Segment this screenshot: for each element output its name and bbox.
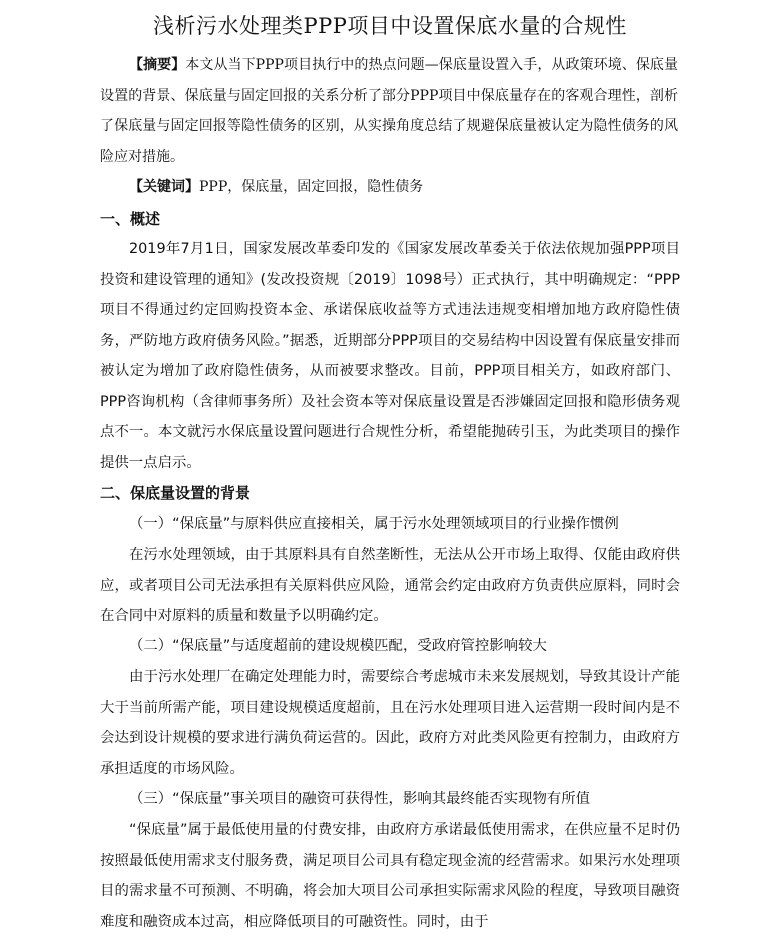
subsection-paragraph: “保底量”属于最低使用量的付费安排，由政府方承诺最低使用需求，在供应量不足时仍按照最低使用需求支付服务费，满足项目公司具有稳定现金流的经营需求。如果污水处理项目的需求量不可预测、不明确，将会加大项目公司承担实际需求风险的程度，导致项目融资难度和融资成本过高，相应降低项目的可融资性。同时，由于: [100, 822, 680, 930]
subsection-paragraph: 由于污水处理厂在确定处理能力时，需要综合考虑城市未来发展规划，导致其设计产能大于当前所需产能，项目建设规模适度超前，且在污水处理项目进入运营期一段时间内是不会达到设计规模的要求进行满负荷运营的。因此，政府方对此类风险更有控制力，由政府方承担适度的市场风险。: [100, 669, 680, 777]
abstract-label: 【摘要】: [129, 57, 186, 73]
section-heading: 一、概述: [100, 210, 161, 228]
keywords-label: 【关键词】: [129, 179, 199, 195]
subsection-heading: （三）“保底量”事关项目的融资可获得性，影响其最终能否实现物有所值: [129, 791, 591, 807]
keywords-text: PPP，保底量，固定回报，隐性债务: [199, 179, 424, 195]
keywords-line: [100, 172, 678, 202]
document-title: 浅析污水处理类PPP项目中设置保底水量的合规性: [153, 14, 627, 38]
section-heading: 二、保底量设置的背景: [100, 484, 251, 502]
subsection-paragraph: 在污水处理领域，由于其原料具有自然垄断性，无法从公开市场上取得、仅能由政府供应，或者项目公司无法承担有关原料供应风险，通常会约定由政府方负责供应原料，同时会在合同中对原料的质量和数量予以明确约定。: [100, 547, 680, 624]
abstract-paragraph: [100, 50, 678, 172]
section-paragraph: 2019年7月1日，国家发展改革委印发的《国家发展改革委关于依法依规加强PPP项目投资和建设管理的通知》(发改投资规〔2019〕1098号）正式执行，其中明确规定：“PPP项目不得通过约定回购投资本金、承诺保底收益等方式违法违规变相增加地方政府隐性债务，严防地方政府债务风险。”据悉，近期部分PPP项目的交易结构中因设置有保底量安排而被认定为增加了政府隐性债务，从而被要求整改。目前，PPP项目相关方，如政府部门、PPP咨询机构（含律师事务所）及社会资本等对保底量设置是否涉嫌固定回报和隐形债务观点不一。本文就污水保底量设置问题进行合规性分析，希望能抛砖引玉，为此类项目的操作提供一点启示。: [100, 241, 680, 471]
abstract-text: 本文从当下PPP项目执行中的热点问题—保底量设置入手，从政策环境、保底量设置的背景、保底量与固定回报的关系分析了部分PPP项目中保底量存在的客观合理性，剖析了保底量与固定回报等隐性债务的区别，从实操角度总结了规避保底量被认定为隐性债务的风险应对措施。: [100, 57, 678, 165]
subsection-heading: （一）“保底量”与原料供应直接相关，属于污水处理领域项目的行业操作惯例: [129, 516, 619, 532]
subsection-heading: （二）“保底量”与适度超前的建设规模匹配，受政府管控影响较大: [129, 638, 547, 654]
